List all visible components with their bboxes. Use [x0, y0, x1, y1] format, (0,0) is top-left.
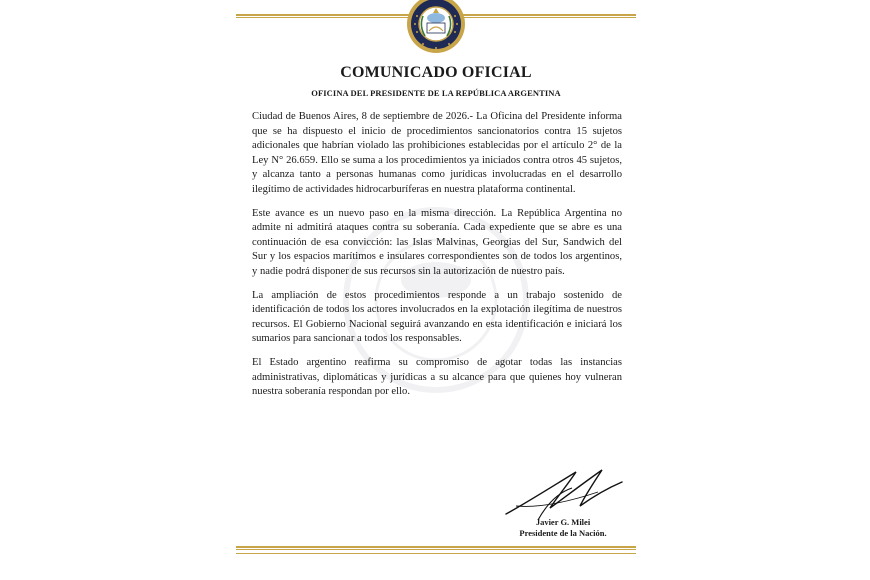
official-communique-page [236, 0, 636, 580]
handwritten-signature [498, 462, 628, 524]
presidential-seal-icon [395, 0, 477, 58]
document-subtitle: OFICINA DEL PRESIDENTE DE LA REPÚBLICA ARGENTINA [311, 88, 561, 98]
bottom-gold-rule [236, 546, 636, 550]
signatory-title: Presidente de la Nación. [519, 528, 607, 538]
paragraph-1: Ciudad de Buenos Aires, 8 de septiembre de 2026.- La Oficina del Presidente informa que se ha dispuesto el inicio de procedimientos sancionatorios contra 15 sujetos adicionales que habrían violado las prohibiciones establecidas por el artículo 2° de la Ley N° 26.659. Ello se suma a los procedimientos ya iniciados contra otros 45 sujetos, y alcanza tanto a personas humanas como jurídicas involucradas en el desarrollo ilegítimo de actividades hidrocarburíferas en nuestra plataforma continental. [252, 111, 622, 195]
bottom-gold-rule-thin [236, 553, 636, 555]
signatory-block [508, 517, 618, 539]
document-title: COMUNICADO OFICIAL [340, 64, 532, 81]
paragraph-3: La ampliación de estos procedimientos responde a un trabajo sostenido de identificación de todos los actores involucrados en la explotación ilegítima de nuestros recursos. El Gobierno Nacional seguirá avanzando en esta identificación e iniciará los sumarios para sancionar a todos los responsables. [252, 289, 622, 345]
signatory-name: Javier G. Milei [535, 517, 591, 527]
paragraph-4: El Estado argentino reafirma su compromiso de agotar todas las instancias administrativas, diplomáticas y jurídicas a su alcance para que quienes hoy vulneran nuestra soberanía respondan por ello. [252, 356, 622, 398]
document-body [252, 110, 622, 409]
paragraph-2: Este avance es un nuevo paso en la misma dirección. La República Argentina no admite ni admitirá ataques contra su soberanía. Cada expediente que se abre es una continuación de esa convicción: las Islas Malvinas, Georgias del Sur, Sandwich del Sur y los espacios marítimos e insulares correspondientes son de todos los argentinos, y nadie podrá disponer de sus recursos sin la autorización de nuestro país. [252, 207, 622, 277]
